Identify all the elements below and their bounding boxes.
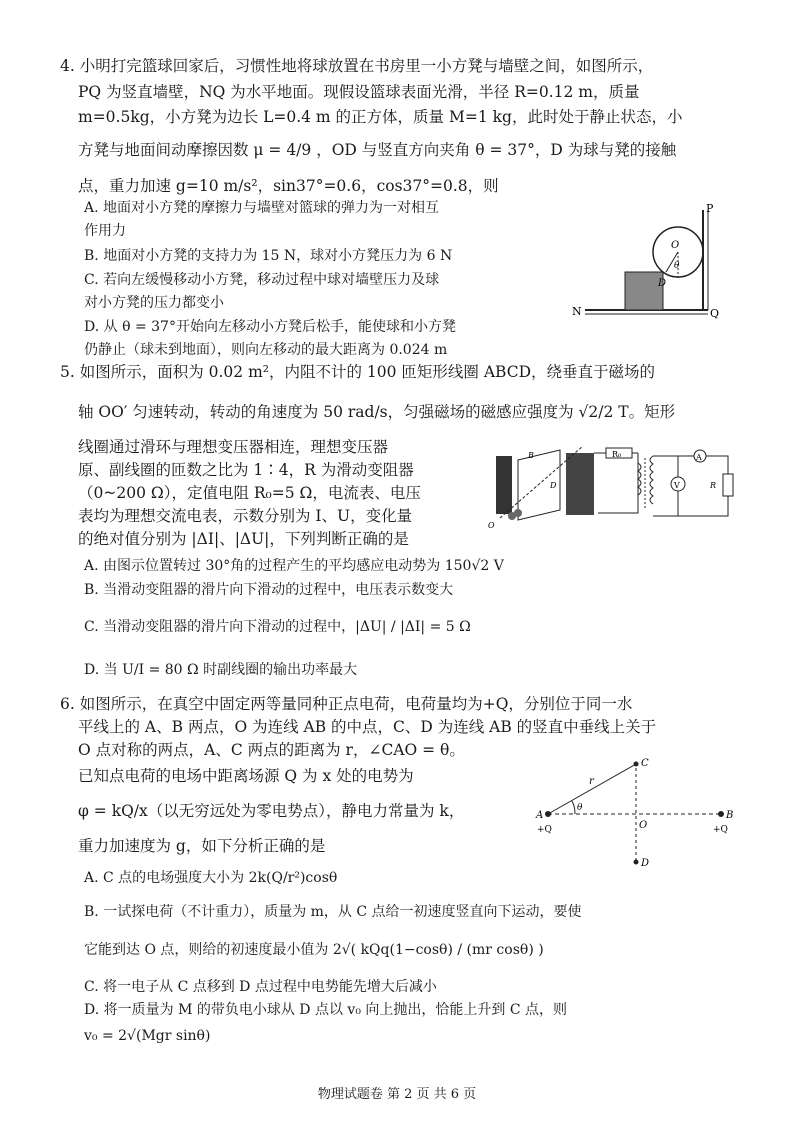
q6-line-4: 已知点电荷的电场中距离场源 Q 为 x 处的电势为	[78, 767, 414, 785]
q4-option-a-cont: 作用力	[84, 223, 126, 239]
label-n: N	[572, 305, 582, 318]
q4-figure	[570, 200, 740, 330]
q6-line-3: O 点对称的两点，A、C 两点的距离为 r，∠CAO = θ。	[78, 741, 465, 759]
secondary-wire	[653, 456, 728, 516]
q5-figure	[488, 438, 738, 530]
q6-option-c: C. 将一电子从 C 点移到 D 点过程中电势能先增大后减小	[84, 979, 437, 995]
label-d: D	[550, 481, 557, 490]
secondary-coil	[650, 456, 653, 504]
label-plus-q-b: +Q	[713, 825, 728, 835]
wire-3	[598, 453, 638, 513]
slip-ring-2	[514, 509, 522, 517]
point-d	[634, 860, 639, 865]
label-r: r	[589, 776, 594, 787]
q6-option-b: B. 一试探电荷（不计重力），质量为 m，从 C 点给一初速度竖直向下运动，要使	[84, 904, 582, 920]
label-plus-q-a: +Q	[537, 825, 552, 835]
q5-line-3: 线圈通过滑环与理想变压器相连，理想变压器	[78, 438, 389, 456]
q4-line-3: m=0.5kg，小方凳为边长 L=0.4 m 的正方体，质量 M=1 kg，此时处于静止状态，小	[78, 108, 683, 126]
q5-option-d: D. 当 U/I = 80 Ω 时副线圈的输出功率最大	[84, 662, 358, 678]
label-a: A	[536, 810, 544, 821]
q6-line-2: 平线上的 A、B 两点，O 为连线 AB 的中点，C、D 为连线 AB 的竖直中垂线上关于	[78, 718, 657, 736]
q5-option-c: C. 当滑动变阻器的滑片向下滑动的过程中，|ΔU| / |ΔI| = 5 Ω	[84, 619, 471, 635]
q6-option-d: D. 将一质量为 M 的带负电小球从 D 点以 v₀ 向上抛出，恰能上升到 C 点，则	[84, 1002, 568, 1018]
q5-line-4: 原、副线圈的匝数之比为 1∶4，R 为滑动变阻器	[78, 461, 414, 479]
label-p: P	[706, 202, 714, 215]
label-o: O	[671, 240, 680, 251]
q6-line-5: φ = kQ/x（以无穷远处为零电势点），静电力常量为 k，	[78, 802, 465, 820]
q5-line-5: （0~200 Ω），定值电阻 R₀=5 Ω，电流表、电压	[78, 484, 421, 502]
label-theta: θ	[577, 803, 583, 813]
label-d: D	[658, 278, 667, 289]
label-a: A	[696, 453, 702, 462]
label-b: B	[528, 451, 534, 460]
q4-option-c-cont: 对小方凳的压力都变小	[84, 295, 224, 311]
label-r0: R₀	[612, 450, 622, 459]
q4-option-a: A. 地面对小方凳的摩擦力与墙壁对篮球的弹力为一对相互	[84, 200, 440, 216]
q4-option-d-cont: 仍静止（球未到地面），则向左移动的最大距离为 0.024 m	[84, 342, 448, 358]
q5-line-6: 表均为理想交流电表，示数分别为 I、U，变化量	[78, 507, 413, 525]
q5-line-1: 5. 如图所示，面积为 0.02 m²，内阻不计的 100 匝矩形线圈 ABCD，绕垂直于磁场的	[60, 363, 656, 381]
magnet-s	[566, 453, 594, 515]
label-q: Q	[710, 307, 720, 320]
q6-option-a: A. C 点的电场强度大小为 2k(Q/r²)cosθ	[84, 870, 338, 886]
page-footer: 物理试题卷 第 2 页 共 6 页	[317, 1087, 477, 1102]
line-ac	[548, 764, 636, 814]
label-r: R	[710, 481, 717, 490]
label-b: B	[726, 810, 734, 821]
charge-a	[545, 811, 551, 817]
q6-option-d-cont: v₀ = 2√(Mgr sinθ)	[84, 1028, 211, 1044]
q6-option-b-cont: 它能到达 O 点，则给的初速度最小值为 2√( kQq(1−cosθ) / (mr cosθ) )	[84, 942, 544, 958]
point-c	[634, 762, 639, 767]
q6-line-1: 6. 如图所示，在真空中固定两等量同种正点电荷，电荷量均为+Q，分别位于同一水	[60, 695, 633, 713]
q4-line-5: 点，重力加速 g=10 m/s²，sin37°=0.6，cos37°=0.8，则	[78, 177, 499, 195]
magnet-n	[496, 456, 512, 514]
q4-line-2: PQ 为竖直墙壁，NQ 为水平地面。现假设篮球表面光滑，半径 R=0.12 m，质量	[78, 83, 640, 101]
charge-b	[718, 811, 724, 817]
q5-option-b: B. 当滑动变阻器的滑片向下滑动的过程中，电压表示数变大	[84, 582, 454, 598]
label-o: O	[639, 820, 648, 831]
q4-option-b: B. 地面对小方凳的支持力为 15 N，球对小方凳压力为 6 N	[84, 248, 453, 264]
label-v: V	[674, 481, 680, 490]
q5-option-a: A. 由图示位置转过 30°角的过程产生的平均感应电动势为 150√2 V	[84, 558, 504, 574]
theta-arc	[572, 801, 575, 814]
q4-option-c: C. 若向左缓慢移动小方凳，移动过程中球对墙壁压力及球	[84, 272, 440, 288]
q5-line-7: 的绝对值分别为 |ΔI|、|ΔU|，下列判断正确的是	[78, 530, 409, 548]
q4-line-1: 4. 小明打完篮球回家后，习惯性地将球放置在书房里一小方凳与墙壁之间，如图所示，	[60, 57, 654, 75]
q4-line-4: 方凳与地面间动摩擦因数 μ = 4/9 ，OD 与竖直方向夹角 θ = 37°，D 为球与凳的接触	[78, 141, 677, 159]
label-c: C	[641, 758, 649, 769]
q6-line-6: 重力加速度为 g，如下分析正确的是	[78, 837, 326, 855]
rheostat-r	[723, 474, 733, 496]
q6-figure	[533, 752, 738, 874]
label-d: D	[641, 858, 650, 869]
label-o: O	[488, 521, 495, 530]
label-theta: θ	[674, 261, 680, 271]
q4-option-d: D. 从 θ = 37°开始向左移动小方凳后松手，能使球和小方凳	[84, 319, 456, 335]
q5-line-2: 轴 OO′ 匀速转动，转动的角速度为 50 rad/s，匀强磁场的磁感应强度为 √2/2 T。矩形	[78, 403, 676, 421]
